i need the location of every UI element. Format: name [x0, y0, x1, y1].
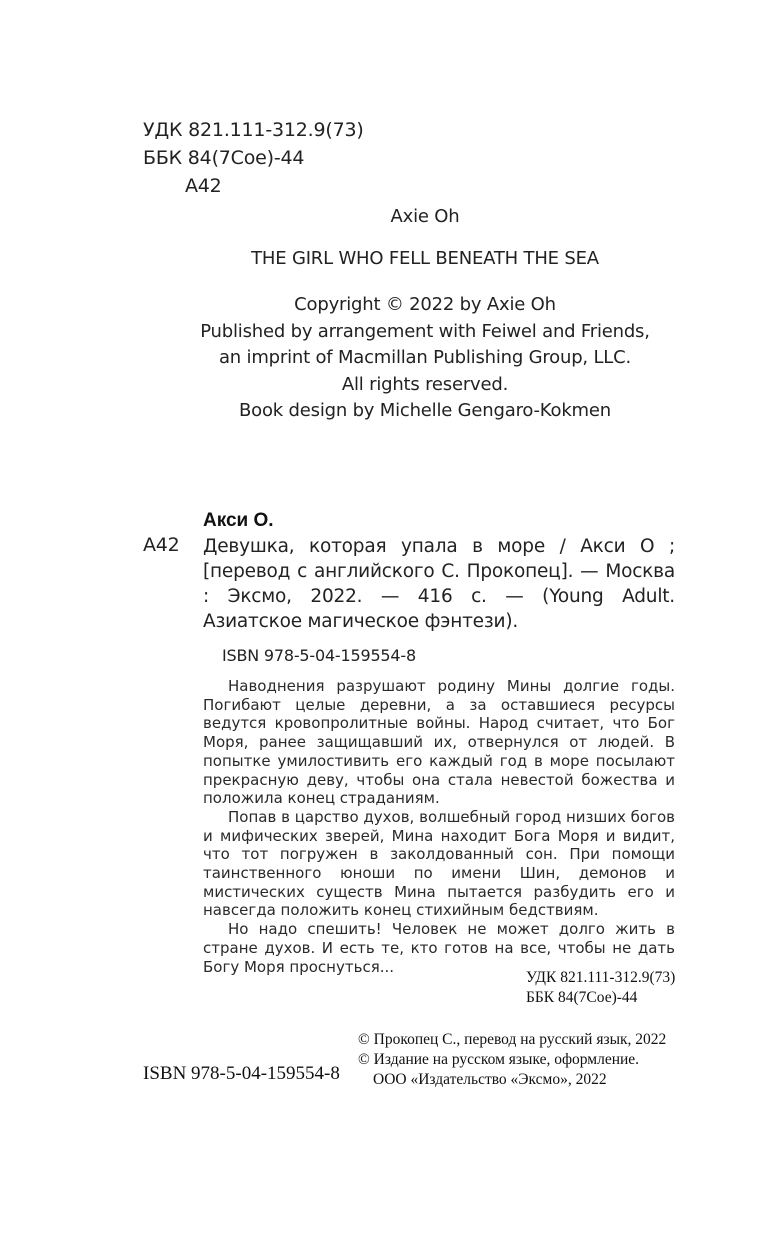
- imprint-udk: УДК 821.111-312.9(73): [526, 969, 676, 986]
- catalog-code: А42: [143, 534, 180, 556]
- original-copyright: [160, 292, 690, 425]
- catalog-author: Акси О.: [203, 510, 274, 531]
- bibliographic-description: Девушка, которая упала в море / Акси О ; [перевод с английского С. Прокопец]. — Москва : Эксмо, 2022. — 416 с. — (Young Adult. Азиатское магическое фэнтези).: [203, 536, 675, 632]
- imprint-isbn: ISBN 978-5-04-159554-8: [143, 1063, 340, 1084]
- copyright-line: Copyright © 2022 by Axie Oh: [294, 294, 556, 315]
- imprint-copyright: [358, 1030, 666, 1090]
- author-mark: А42: [185, 175, 222, 197]
- annotation-paragraph: Но надо спешить! Человек не может долго жить в стране духов. И есть те, кто готов на все, чтобы не дать Богу Моря проснуться...: [203, 920, 675, 976]
- copyright-edition: © Издание на русском языке, оформление.: [358, 1051, 640, 1068]
- annotation-paragraph: Наводнения разрушают родину Мины долгие годы. Погибают целые деревни, а за оставшиеся ресурсы ведутся кровопролитные войны. Народ считает, что Бог Моря, ранее защищавший их, отвернулся от людей. В попытке умилостивить его каждый год в море посылают прекрасную деву, чтобы она стала невестой божества и положила конец страданиям.: [203, 677, 675, 808]
- original-title: THE GIRL WHO FELL BENEATH THE SEA: [251, 248, 599, 269]
- copyright-line: Book design by Michelle Gengaro-Kokmen: [239, 400, 611, 421]
- imprint-bbk: ББК 84(7Сое)-44: [526, 989, 638, 1006]
- copyright-line: All rights reserved.: [341, 373, 509, 395]
- imprint-codes: [526, 968, 675, 1008]
- catalog-isbn: ISBN 978-5-04-159554-8: [222, 646, 416, 665]
- annotation: [203, 677, 675, 976]
- original-author: Axie Oh: [390, 206, 460, 227]
- bbk-code: ББК 84(7Сое)-44: [143, 147, 305, 169]
- annotation-paragraph: Попав в царство духов, волшебный город низших богов и мифических зверей, Мина находит Бога Моря и видит, что тот погружен в заколдованный сон. При помощи таинственного юноши по имени Шин, демонов и мистических существ Мина пытается разбудить его и навсегда положить конец стихийным бедствиям.: [203, 807, 675, 920]
- copyright-line: Published by arrangement with Feiwel and Friends,: [200, 320, 650, 342]
- copyright-line: an imprint of Macmillan Publishing Group, LLC.: [218, 347, 632, 368]
- classification-codes: [143, 116, 364, 200]
- udk-code: УДК 821.111-312.9(73): [143, 119, 364, 141]
- copyright-publisher: ООО «Издательство «Эксмо», 2022: [373, 1071, 607, 1088]
- copyright-translation: © Прокопец С., перевод на русский язык, 2022: [358, 1031, 667, 1048]
